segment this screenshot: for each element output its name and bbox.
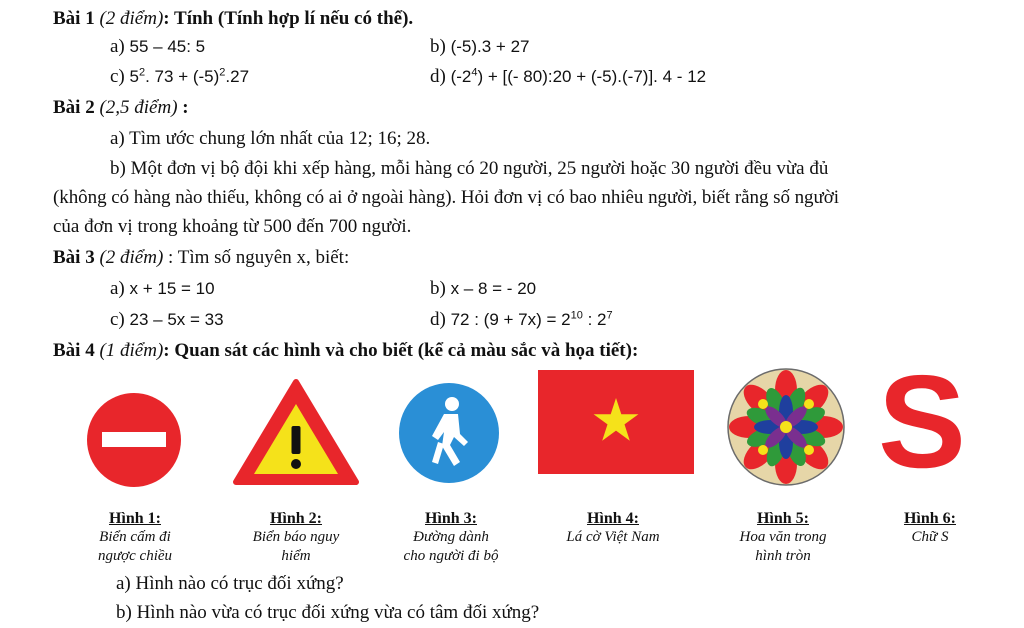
bai3-c-label: c)	[110, 309, 125, 330]
caption-2-title: Hình 2:	[269, 510, 322, 527]
bai1-c-label: c)	[110, 66, 125, 87]
bai3-d-expr	[451, 310, 613, 329]
caption-6-title: Hình 6:	[903, 510, 956, 527]
bai3-c-expr: 23 – 5x = 33	[129, 310, 224, 329]
bai3-d-exp2: 7	[606, 309, 613, 322]
caption-3-desc1: Đường dành	[413, 529, 489, 545]
vietnam-flag	[538, 370, 694, 474]
caption-1-title: Hình 1:	[108, 510, 161, 527]
bai1-d-expr	[451, 67, 707, 86]
bai3-d-label: d)	[430, 309, 446, 330]
bai1-label: Bài 1	[53, 8, 95, 29]
bai1-c-exp2: 2	[219, 66, 226, 79]
bai1-c-p1: 5	[129, 67, 139, 86]
caption-1	[80, 509, 190, 566]
caption-3	[386, 509, 516, 566]
bai3-title: : Tìm số nguyên x, biết:	[163, 247, 350, 268]
bai1-c-expr	[130, 67, 250, 86]
letter-s-figure: S	[877, 348, 967, 495]
bai1-d	[430, 66, 706, 88]
caption-4	[548, 509, 678, 547]
caption-4-desc1: Lá cờ Việt Nam	[566, 529, 660, 545]
bai3-d-p1: 72 : (9 + 7x) = 2	[450, 310, 571, 329]
bai2-b-line1: b) Một đơn vị bộ đội khi xếp hàng, mỗi hàng có 20 người, 25 người hoặc 30 người đều vừa đủ	[110, 158, 829, 179]
bai3-b	[430, 278, 536, 300]
caption-5-desc1: Hoa văn trong	[739, 529, 827, 545]
caption-1-desc2: ngược chiều	[97, 548, 173, 564]
no-entry-sign	[86, 392, 182, 488]
mandala-center	[780, 421, 792, 433]
bai4-heading	[53, 340, 638, 362]
caption-1-desc1: Biển cấm đi	[99, 529, 171, 545]
bai4-label: Bài 4	[53, 340, 95, 361]
caption-6	[882, 509, 978, 547]
caption-5	[718, 509, 848, 566]
bai2-heading	[53, 97, 189, 119]
bai1-c-p3: .27	[225, 67, 250, 86]
bai4-title: : Quan sát các hình và cho biết (kể cả màu sắc và họa tiết):	[163, 340, 639, 361]
bai1-a	[110, 36, 205, 58]
warning-sign	[232, 378, 360, 486]
caption-2	[236, 509, 356, 566]
bai1-d-exp1: 4	[471, 66, 478, 79]
bai4-points: (1 điểm)	[99, 340, 164, 361]
bai2-label: Bài 2	[53, 97, 95, 118]
bai3-b-label: b)	[430, 278, 446, 299]
bai4-question-a: a) Hình nào có trục đối xứng?	[116, 573, 344, 594]
no-entry-bar	[102, 432, 166, 447]
bai3-d-p2: : 2	[582, 310, 607, 329]
caption-6-desc1: Chữ S	[911, 529, 949, 545]
bai1-points: (2 điểm)	[99, 8, 164, 29]
bai1-b-expr: (-5).3 + 27	[450, 37, 530, 56]
warning-exclamation-bar	[292, 426, 301, 454]
caption-2-desc1: Biển báo nguy	[252, 529, 340, 545]
caption-5-title: Hình 5:	[756, 510, 809, 527]
bai1-heading	[53, 8, 413, 30]
bai2-b-line2: (không có hàng nào thiếu, không có ai ở ngoài hàng). Hỏi đơn vị có bao nhiêu người, biết rằng số người	[53, 187, 839, 208]
bai1-c-p2: . 73 + (-5)	[145, 67, 220, 86]
bai3-a-label: a)	[110, 278, 125, 299]
mandala-pattern	[727, 368, 845, 486]
bai3-heading	[53, 247, 349, 269]
bai3-a-expr: x + 15 = 10	[129, 279, 215, 298]
bai2-b-line3: của đơn vị trong khoảng từ 500 đến 700 người.	[53, 216, 412, 237]
bai3-d-exp1: 10	[570, 309, 583, 322]
caption-4-title: Hình 4:	[586, 510, 639, 527]
bai1-b	[430, 36, 529, 58]
bai3-points: (2 điểm)	[99, 247, 164, 268]
bai1-a-label: a)	[110, 36, 125, 57]
bai1-d-p2: ) + [(- 80):20 + (-5).(-7)]. 4 - 12	[477, 67, 707, 86]
bai1-c-exp1: 2	[138, 66, 146, 79]
bai2-points: (2,5 điểm)	[99, 97, 178, 118]
bai3-b-expr: x – 8 = - 20	[450, 279, 537, 298]
bai1-title: : Tính (Tính hợp lí nếu có thể).	[163, 8, 414, 29]
bai2-colon: :	[177, 97, 189, 118]
caption-2-desc2: hiểm	[281, 548, 311, 564]
bai4-question-b: b) Hình nào vừa có trục đối xứng vừa có tâm đối xứng?	[116, 602, 540, 623]
bai2-a: a) Tìm ước chung lớn nhất của 12; 16; 28.	[110, 128, 431, 149]
bai3-c	[110, 309, 224, 331]
bai1-d-label: d)	[430, 66, 446, 87]
caption-5-desc2: hình tròn	[755, 548, 811, 564]
caption-3-desc2: cho người đi bộ	[403, 548, 499, 564]
bai3-a	[110, 278, 215, 300]
bai3-label: Bài 3	[53, 247, 95, 268]
warning-exclamation-dot	[291, 459, 301, 469]
caption-3-title: Hình 3:	[424, 510, 477, 527]
pedestrian-sign	[398, 382, 500, 484]
bai1-b-label: b)	[430, 36, 446, 57]
bai3-d	[430, 309, 613, 331]
bai1-c	[110, 66, 249, 88]
bai1-d-p1: (-2	[450, 67, 472, 86]
bai1-a-expr: 55 – 45: 5	[129, 37, 206, 56]
